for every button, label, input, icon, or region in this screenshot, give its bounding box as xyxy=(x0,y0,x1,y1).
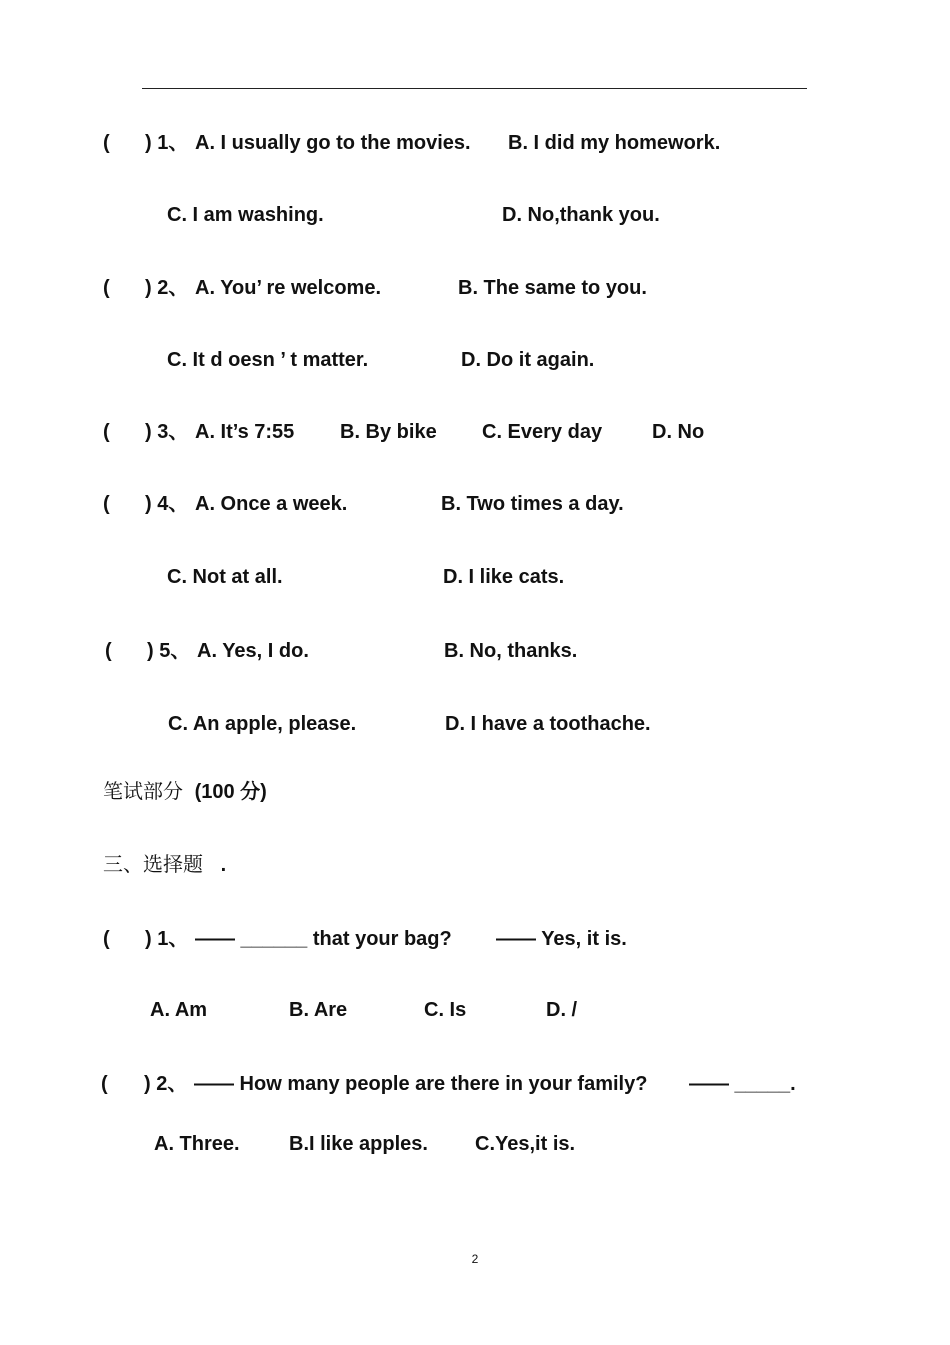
question-text: —— ______ that your bag? xyxy=(195,928,452,950)
section-title xyxy=(103,853,226,877)
option-a: A. Three. xyxy=(154,1133,240,1155)
option-c: C. Not at all. xyxy=(167,566,283,588)
option-a: A. Yes, I do. xyxy=(197,640,309,662)
answer-paren: ( xyxy=(103,493,110,515)
question-number: ) 4、 xyxy=(145,493,189,515)
option-c: C. Is xyxy=(424,999,467,1021)
answer-paren: ( xyxy=(101,1073,108,1095)
section-title-dot: . xyxy=(220,854,227,876)
written-part-label: 笔试部分 xyxy=(103,781,183,803)
question-number: ) 1、 xyxy=(145,132,189,154)
option-c: C. An apple, please. xyxy=(168,713,357,735)
page-number: 2 xyxy=(471,1252,479,1266)
option-d: D. / xyxy=(546,999,578,1021)
question-number: ) 3、 xyxy=(145,421,189,443)
question-answer: —— Yes, it is. xyxy=(496,928,627,950)
option-c: C. Every day xyxy=(482,421,603,443)
option-b: B. By bike xyxy=(340,421,437,443)
question-number: ) 2、 xyxy=(145,277,189,299)
answer-paren: ( xyxy=(103,132,110,154)
question-answer: —— _____. xyxy=(689,1073,796,1095)
option-b: B. No, thanks. xyxy=(444,640,578,662)
option-c: C. It d oesn ’ t matter. xyxy=(167,349,369,371)
option-a: A. It’s 7:55 xyxy=(195,421,295,443)
question-number: ) 2、 xyxy=(144,1073,188,1095)
question-number: ) 5、 xyxy=(147,640,191,662)
answer-paren: ( xyxy=(103,928,110,950)
option-a: A. I usually go to the movies. xyxy=(195,132,471,154)
option-d: D. No xyxy=(652,421,705,443)
option-c: C.Yes,it is. xyxy=(475,1133,576,1155)
option-b: B. Two times a day. xyxy=(441,493,624,515)
written-part-score: (100 分) xyxy=(194,781,267,803)
answer-paren: ( xyxy=(103,421,110,443)
section-title-text: 三、选择题 xyxy=(103,854,203,876)
option-b: B. Are xyxy=(289,999,348,1021)
written-part-heading xyxy=(103,780,267,804)
question-number: ) 1、 xyxy=(145,928,189,950)
option-b: B. I did my homework. xyxy=(508,132,721,154)
option-b: B.I like apples. xyxy=(289,1133,428,1155)
option-b: B. The same to you. xyxy=(458,277,647,299)
option-a: A. Once a week. xyxy=(195,493,348,515)
option-d: D. I like cats. xyxy=(443,566,565,588)
option-d: D. Do it again. xyxy=(461,349,595,371)
option-d: D. No,thank you. xyxy=(502,204,660,226)
option-d: D. I have a toothache. xyxy=(445,713,651,735)
option-a: A. You’ re welcome. xyxy=(195,277,381,299)
answer-paren: ( xyxy=(103,277,110,299)
answer-paren: ( xyxy=(105,640,112,662)
question-text: —— How many people are there in your family? xyxy=(194,1073,648,1095)
header-rule xyxy=(142,88,807,89)
option-c: C. I am washing. xyxy=(167,204,324,226)
option-a: A. Am xyxy=(150,999,208,1021)
